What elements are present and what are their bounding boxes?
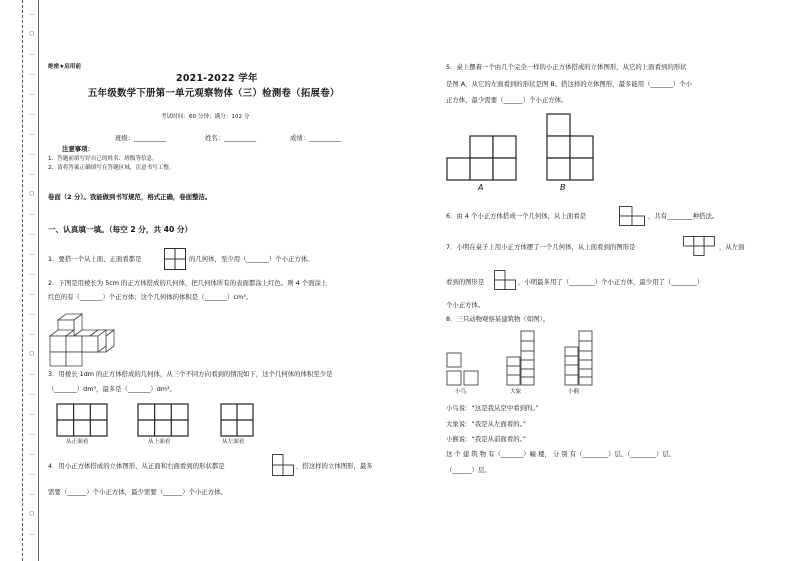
- q7-line3: 个小正方体。: [446, 301, 485, 309]
- q5-figure-a: [446, 135, 518, 181]
- binding-mark: …: [29, 130, 35, 137]
- q8-label-elephant: 大象: [510, 389, 522, 395]
- q3-left-view: [220, 403, 254, 437]
- section-heading: 一、认真填一填。（每空 2 分，共 40 分）: [48, 225, 193, 234]
- q3-top-view: [137, 403, 189, 437]
- q5-line1: 5．桌上摆着一个由几个完全一样的小正方体搭成的立体图形，从它的上面看到的形状: [446, 63, 687, 71]
- binding-mark: …: [29, 430, 35, 437]
- q2-line1: 2．下图是用棱长为 5cm 的正方体搭成的几何体，把几何体所有的表面都涂上红色。则 4 个面涂上: [48, 279, 328, 287]
- q8-elephant-says: 大象说：“我是从左面看的。”: [446, 420, 527, 428]
- binding-mark: …: [29, 310, 35, 317]
- q8-line1: 8．三只动物观察某建筑物（如图）。: [446, 315, 550, 323]
- binding-mark: …: [29, 330, 35, 337]
- binding-mark: …: [29, 230, 35, 237]
- q1-square-figure: [164, 248, 186, 270]
- q7-top-figure: [683, 236, 715, 256]
- page-title: 五年级数学下册第一单元观察物体（三）检测卷（拓展卷）: [88, 88, 340, 99]
- binding-mark: …: [29, 10, 35, 17]
- binding-mark: …: [29, 150, 35, 157]
- name-field[interactable]: 姓名：__________: [205, 134, 257, 142]
- q5-label-b: B: [560, 183, 566, 192]
- q3-front-view: [56, 403, 108, 437]
- secret-label: 绝密★启用前: [48, 64, 81, 70]
- q3-line1: 3．用棱长 1dm 的正方体搭成的几何体，从三个不同方向看到的情况如下，这个几何体的体积至少是: [48, 370, 333, 378]
- neatness-note: 卷面（2 分）。我能做到书写规范，格式正确，卷面整洁。: [48, 193, 212, 201]
- q3-line2: （_______）dm³，最多是（_______）dm³。: [48, 385, 176, 393]
- binding-mark: …: [29, 250, 35, 257]
- q7-left-figure: [494, 270, 516, 290]
- q6-text-end: ，共有________种搭法。: [648, 212, 719, 220]
- binding-dashed-line: [22, 0, 23, 561]
- notes-heading: 注意事项：: [62, 145, 94, 153]
- binding-mark: ○: [29, 510, 35, 517]
- q7-line2-start: 看到的图形是: [446, 278, 485, 286]
- note-item: 1．答题前填写好自己的姓名、班级等信息。: [48, 156, 158, 162]
- q8-label-monkey: 小猴: [568, 389, 580, 395]
- binding-mark: …: [29, 90, 35, 97]
- q8-monkey-says: 小猴说：“我是从前面看的。”: [446, 435, 527, 443]
- binding-mark: …: [29, 530, 35, 537]
- q5-line3: 正方体，最少需要（______）个小正方体。: [446, 96, 568, 104]
- q3-caption-top: 从上面看: [148, 439, 171, 445]
- q4-l-shape-figure: [272, 454, 294, 476]
- q7-text-start: 7．小明在桌子上用小正方体摆了一个几何体，从上面看到的图形是: [446, 243, 636, 251]
- q7-line2-end: ，小明最多用了（________）个小正方体，最少用了（________）: [518, 278, 704, 286]
- score-field[interactable]: 成绩：__________: [290, 134, 342, 142]
- q5-figure-b: [546, 113, 594, 181]
- q4-line2: 需要（______）个小正方体，最少需要（______）个小正方体。: [48, 488, 227, 496]
- class-field[interactable]: 班级：__________: [115, 134, 167, 142]
- q8-label-bird: 小鸟: [455, 389, 467, 395]
- binding-solid-line: [38, 0, 39, 561]
- binding-mark: …: [29, 290, 35, 297]
- q5-label-a: A: [478, 183, 484, 192]
- q3-caption-front: 从正面看: [66, 439, 89, 445]
- binding-mark: …: [29, 370, 35, 377]
- q8-line6: （______）层。: [446, 466, 491, 474]
- binding-mark: …: [29, 410, 35, 417]
- q8-monkey-figure: [563, 330, 595, 386]
- binding-mark: …: [29, 170, 35, 177]
- q7-text-mid: ，从左面: [719, 243, 745, 251]
- q3-caption-left: 从左面看: [222, 439, 245, 445]
- q8-elephant-figure: [505, 330, 537, 386]
- binding-mark: ○: [29, 190, 35, 197]
- binding-mark: …: [29, 270, 35, 277]
- q8-line5: 这 个 建 筑 物 有（_______）幢 楼， 分 别 有（________）层、（________）层、: [446, 450, 676, 458]
- q4-text-start: 4．用小正方体搭成的立体图形，从正面和右面看到的形状都是: [48, 462, 225, 470]
- school-year: 2021-2022 学年: [176, 73, 258, 84]
- q2-cube-figure: [48, 310, 138, 368]
- binding-mark: …: [29, 470, 35, 477]
- q6-text-start: 6．由 4 个小正方体搭成一个几何体，从上面看是: [446, 212, 587, 220]
- binding-mark: …: [29, 50, 35, 57]
- binding-mark: ○: [29, 350, 35, 357]
- q5-line2: 是图 A，从它的左面看到的形状是图 B。搭这样的立体图形，最多能用（_______）个小: [446, 80, 693, 88]
- binding-mark: …: [29, 390, 35, 397]
- note-item: 2．请将答案正确填写在答题区域，注意书写工整。: [48, 165, 175, 171]
- binding-mark: ○: [29, 30, 35, 37]
- q6-figure: [619, 206, 645, 226]
- binding-mark: …: [29, 110, 35, 117]
- q1-text-start: 1．要搭一个从上面、正面看都是: [48, 255, 142, 263]
- exam-info: 考试时间：60 分钟；满分：102 分: [161, 114, 250, 120]
- q4-text-end: ，搭这样的立体图形，最多: [296, 462, 373, 470]
- binding-mark: …: [29, 70, 35, 77]
- q8-bird-says: 小鸟说：“这是我从空中看到的。”: [446, 404, 539, 412]
- q1-text-end: 的几何体，至少用（_______）个小正方体。: [189, 255, 314, 263]
- q8-bird-figure: [446, 352, 480, 386]
- q2-line2: 红色的有（_______）个正方体；这个几何体的体积是（_______）cm³。: [48, 293, 253, 301]
- binding-mark: …: [29, 210, 35, 217]
- binding-mark: …: [29, 450, 35, 457]
- binding-mark: …: [29, 490, 35, 497]
